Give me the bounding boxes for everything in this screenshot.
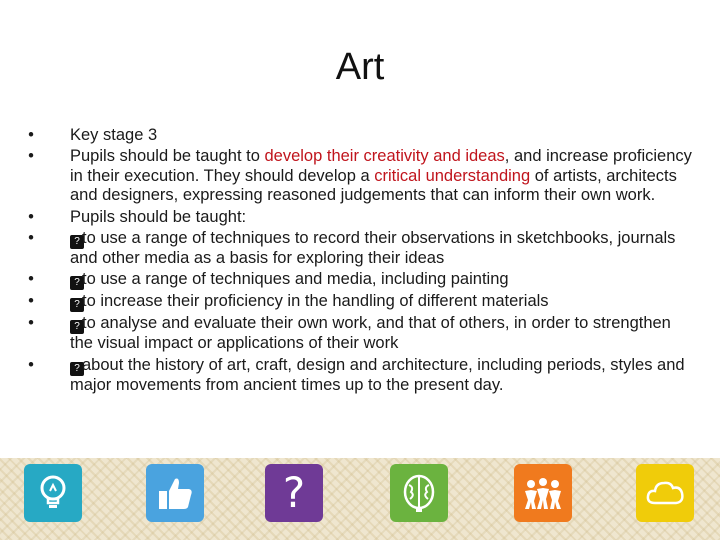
missing-glyph-icon: ? bbox=[70, 320, 84, 334]
bullet-text: about the history of art, craft, design and architecture, including periods, styles and major movements from ancient times up to the present day. bbox=[70, 355, 685, 394]
icon-strip-background bbox=[0, 458, 720, 540]
bullet-item bbox=[22, 292, 692, 312]
brain-icon bbox=[397, 471, 441, 515]
bullet-list bbox=[22, 126, 692, 397]
bullet-text: Key stage 3 bbox=[70, 126, 158, 144]
brain-tile bbox=[390, 464, 448, 522]
bullet-text: to use a range of techniques to record their observations in sketchbooks, journals and other media as a basis for exploring their ideas bbox=[70, 229, 676, 268]
bullet-text: of artists, architects and designers, expressing reasoned judgements that can inform their own work. bbox=[70, 166, 677, 205]
cloud-tile bbox=[636, 464, 694, 522]
bullet-item bbox=[22, 229, 692, 268]
bullet-text: to analyse and evaluate their own work, and that of others, in order to strengthen the visual impact or applications of their work bbox=[70, 314, 671, 353]
highlighted-text: develop their creativity and ideas bbox=[264, 147, 505, 166]
cloud-icon bbox=[643, 471, 687, 515]
bullet-text: , and increase proficiency in their execution. They should develop a bbox=[70, 147, 692, 185]
bullet-item bbox=[22, 208, 692, 227]
question-mark-icon: ? bbox=[282, 468, 306, 517]
bullet-marker: • bbox=[28, 355, 34, 374]
missing-glyph-icon: ? bbox=[70, 298, 84, 312]
bullet-marker: • bbox=[28, 207, 34, 226]
thumbs-up-icon bbox=[153, 471, 197, 515]
bullet-item bbox=[22, 356, 692, 395]
bullet-marker: • bbox=[28, 314, 34, 333]
bullet-item bbox=[22, 270, 692, 290]
bullet-text: Pupils should be taught: bbox=[70, 207, 247, 226]
bullet-item bbox=[22, 126, 692, 145]
lightbulb-tile bbox=[24, 464, 82, 522]
bullet-marker: • bbox=[28, 270, 34, 289]
missing-glyph-icon: ? bbox=[70, 276, 84, 290]
question-tile bbox=[265, 464, 323, 522]
bullet-marker: • bbox=[28, 229, 34, 248]
bullet-text: to use a range of techniques and media, including painting bbox=[82, 270, 509, 289]
bullet-text: Pupils should be taught to bbox=[70, 147, 265, 166]
people-tile bbox=[514, 464, 572, 522]
bullet-item bbox=[22, 147, 692, 205]
bullet-item bbox=[22, 314, 692, 353]
missing-glyph-icon: ? bbox=[70, 235, 84, 249]
bullet-text: to increase their proficiency in the handling of different materials bbox=[82, 292, 549, 311]
bullet-marker: • bbox=[28, 292, 34, 311]
slide-title: Art bbox=[335, 46, 385, 88]
missing-glyph-icon: ? bbox=[70, 362, 84, 376]
bullet-marker: • bbox=[28, 126, 34, 144]
highlighted-text: critical understanding bbox=[374, 166, 531, 185]
bullet-marker: • bbox=[28, 147, 34, 166]
thumbs-up-tile bbox=[146, 464, 204, 522]
people-icon bbox=[521, 471, 565, 515]
lightbulb-icon bbox=[31, 471, 75, 515]
